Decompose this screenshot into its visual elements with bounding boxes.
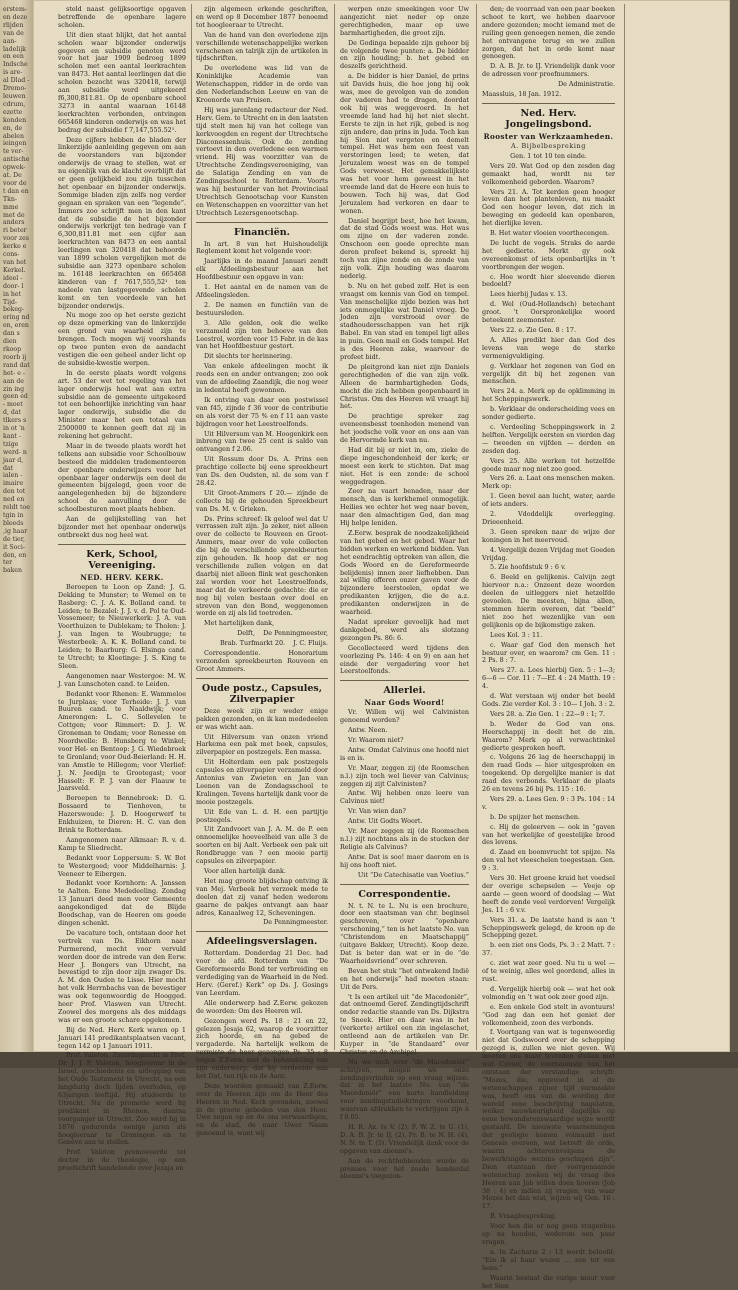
paragraph: D. A. B. Jr. te IJ. Vriendelijk dank voor de adressen voor proefnummers. <box>482 62 615 79</box>
paragraph: De prachtige spreker zag eveneensbesst toenhoden menend van het joodsche volk voor en ons aan van de Hervormde kerk van nu. <box>340 412 469 445</box>
column-4 <box>482 5 616 1290</box>
paragraph: De Godinga bepaalde zijn gehoor bij de volgende twee punten: a. De bidder en zijn houding; b. het gebed en deszelfs gerichtheid. <box>340 38 469 71</box>
paragraph: c. Volgens 26 lag de heerschappij in den raad Gods — hier uitgesproken en toegekend. Op dergelijke manier is dat raad des verbonds. Verklaar de plaats 26 en tevens 26 bij Ps. 115 : 16. <box>482 753 615 794</box>
paragraph: a. In Zacharia 2 : 13 wordt beloofd: “Ein ik al haar wezen … zen tot ven hens.” <box>482 1247 615 1272</box>
paragraph: 1. Het aantal en de namen van de Afdeelingsleden. <box>196 283 328 299</box>
church-news <box>58 584 186 1173</box>
paragraph: Bedankt voor Kornhorn: A. Janssen te Aalten. Eene Mededeeling. Zondag 13 Januari deed men voor Gemeente aangekondiged dat de Blijde Boodschap, van de Heeren om goede dingen schenkt. <box>58 879 186 927</box>
paragraph: Van de hand van den overledene zijn verschillende wetenschappelijke werken verschenen en talrijk zijn de artikelen in tijdschriften. <box>196 30 328 63</box>
paragraph: 1. Geen bevel aan lucht, water, aarde of iets anders. <box>482 492 615 509</box>
paragraph: Rotterdam. Donderdag 21 Dec. had voor de afd. Rotterdam van “De Gereformeerde Bond ter verbreiding en verdediging van de Waarheid in de Ned. Herv. (Geref.) Kerk” op Ds. J. Gosings van Leerdam. <box>196 949 328 997</box>
paragraph: 4. Vergelijk dezen Vrijdag met Goeden Vrijdag. <box>482 545 615 562</box>
paragraph: Aangenomen naar Alkmaar: R. v. d. Kamp te Sliedrecht. <box>58 835 186 852</box>
paragraph: De overledene was lid van de Koninklijke Academie van Wetenschappen, ridder in de orde van den Nederlandschen Leeuw en van de Kroonorde van Pruisen. <box>196 64 328 104</box>
paragraph: Beroepen te Bennebroek: D. G. Bossaerd te Tienhoven, te Hazerswoude: J. D. Hoogerwerf te Enkhuizen, te Dieren: H. C. van den Brink te Rotterdam. <box>58 794 186 834</box>
paragraph: Aangenomen naar Westergoe: M. W. J. van Lunschoten cand. te Leiden. <box>58 671 186 688</box>
paragraph: Gecollecteerd werd tijdens den voorlezing Ps. 146: 4 en 9) en aan het einde der vergadering voor het Leerstoelfonds. <box>340 643 469 676</box>
binding-text: erstem- en deze rlijden van de aan- ladelijk en een Indsche is are- al Dlad -Dremo- leuwen cdrum, ezette konden en, de abelen ieingen te ver- antische opwek- at. De voor de t dan en Tkn- mme met de anders ri beter voor zes kerke e cons- van het Kerkel. ideel - door- l in het Tijd- bekeg- ering nd en, eren dan s dien rkoop roorb ij rand dat het- e - aan de zin ing geen ed - moet d, dat tlkers s in ot 'n kant - tzige werd- n jaar d, dat ialen - imaire den tot ned en reldt toe tgin in bleeds ,ig haar de tier, it Soci- den, en ter baken <box>3 6 30 575</box>
paragraph: B. Het water vloeien voorthecengen. <box>490 229 610 238</box>
paragraph: Hij was jarenlang redacteur der Ned. Herv. Gem. te Utrecht en in den laatsten tijd stelt men hij van het college van kerkvoogden en regent der Utrechtsche Diaconessenhuis. Ook de zending vertoevt in den overledene een warmen vriend. Hij was voorzitter van de Utrechtsche Zendingsvereeniging, van de Salatiga Zending en van de Zendingsschool te Rotterdam. Voorts was hij bestuurder van het Provinciaal Utrechtsch Genootschap voor Kunsten en Wetenschappen en voorzitter van het Utrechtsch Lezersgenootschap. <box>196 105 328 217</box>
paragraph: c. ziet wat zeer goed. Nu tu u wel — of te weinig, alles wel geordend, alles in rust. <box>482 959 615 983</box>
paragraph: b. Verklaar de onderscheiding vees en sonder gedierte. <box>482 405 615 422</box>
afdeelingsverslagen-article <box>196 950 328 1138</box>
paragraph: Vers 25. Alle werken tot hetzelfde goede maar nog niet zoo goed. <box>482 456 615 473</box>
paragraph: Lees hierbij Judas v. 13. <box>490 290 568 299</box>
paragraph: Ik ontving van daar een postwissel van f45, zijnde f 36 voor de contributie en als vorst der 75 % en f 11 aan vaste bijdragen voor het Leestroelfonds. <box>196 395 328 428</box>
paragraph: Aan de gelijkstelling van het bijzonder met het openbaar onderwijs ontbreekt dus nog heel wat. <box>58 515 186 539</box>
paragraph: Bij de Ned. Herv. Kerk waren op 1 Januari 141 predikantsplaatsen vacant, tegen 142 op 1 Januari 1911. <box>58 1025 186 1050</box>
paragraph: Jaarlijks in de maand Januari zendt elk Afdeelingsbestuur aan het Hoofdbestuur een opgave in van: <box>196 257 328 282</box>
paragraph: Uit Holterdam een pak postzegels capsules en zilverpapier verzameld door Antonius van Zwieten en Jan van Leenen van de Zondagsschool te Kralingen. Tevens hartelijk dank voor de mooie postzegels. <box>196 758 328 806</box>
sermon-report-continued <box>340 6 469 676</box>
paragraph: c. Waar gaf God den mensch het bestuur over, en waarom? cm Gen. 11 : 2 Ps. 8 : 7. <box>482 640 615 665</box>
paragraph: d. Wel (Oud-Hollandsch) betechant groot. 't Oorspronkelijke woord beteekent zeemonster. <box>482 300 615 325</box>
paragraph: Antw. Neen. <box>348 726 388 735</box>
paragraph: Alle onderwerp had Z.Eerw. gekozen de woorden: Om des Heeren wil. <box>196 998 328 1015</box>
paragraph: Vers 21. A. Tot kerden geen hooger leven dan het plantenleven, nu maakt God een hooger leven, dat zich in beweging en gedeeld kan openbaren, het dierlijke leven. <box>482 187 615 228</box>
paragraph: Nu moge zoo op het eerste gezicht op deze opmerking van de linkerzijde een grond van waarheid zijn te brengen. Toch mogen wij voorshands op twee punten even de aandacht vestigen die een geheel ander licht op de subsidie-kwestie werpen. <box>58 311 186 367</box>
paragraph: Daniel begrijpt best, hoe het kwam, dat de stad Gods woest was. Het was om zijne en der vaderen zonde. Onschoon een goede oprechte man deren profeet bekend is, spreekt hij toch van zijne zonde en de zonde van zijn volk. Zijn houding was daarom nederig. <box>340 216 469 280</box>
paragraph: Uit Ede van L. d. H. een partijtje postzegels. <box>196 807 328 824</box>
paragraph: 3. Alle gelden, ook die welke verzameld zijn ten behoeve van den Leestrol, worden voor 15 Febr. in de kas van het Hoofdbestuur gestort. <box>196 318 328 351</box>
catechism-source: Uit “De Catechisatie van Voetius.” <box>357 870 469 879</box>
naar-gods-woord-heading: Naar Gods Woord! <box>364 698 445 708</box>
paragraph: Nadat spreker gevoelijk had met dankgebed, werd als slotzang gezongen Ps. 86: 6. <box>340 617 469 642</box>
paragraph: Prof. Valeton. Zaterdagnacht is Prof. Dr. J. J. P. Valeton, hoogleeraar in de Israel. geschiedenis en uitlegging van het Oude Testament te Utrecht, na een langdurig doch lijden overleden, op 63jarigen leeftijd. Hij studeerde te Utrecht. Na de promotie werd hij predikant in Rhenen, daarna voorganger in Utrecht. Zoo werd hij in 1876 gedurende eenige jaren als hoogleeraar te Groningen en te Genève aan te stellen. <box>58 1051 186 1147</box>
column-rule <box>624 4 625 1050</box>
financien-signature-2 <box>196 640 328 648</box>
paragraph: f. Voortgang van wat is tegenwoordig niet dat Godswoord over de schepping gezegd is, zullen we niet geven. Wij moeten ons maar tevreden stellen met wat Cuvier, de voornaamste van het ontstaan der verstandige schrijft: “Mozes, die, opgevoed in al de wetenschappen zijner tijd vermaakte was, heeft ons van de wording der wereld eene beschrijving nagelaten, welker nauwkeurigheid dagelijks op eene bewonderenswaardige wijze wordt gestaafd. De nieuwste waarnemingen der geologie komen volmaakt met Genesis overeen, wat betreft de orde, waarin achtereenvolgens de bewerktuigde wezens geschapen zijn”. Dien stantaan der voorgenaamde wetenschap zoeken wij de vraag des Heeren aan Job willen doen hooren (Job 38 : 4) en indien zij vragen, van waar Mozes het dan wist, wijzen wij Gen. 16 : 17. <box>482 1028 615 1211</box>
paragraph: 2. De namen en functiën van de bestuursleden. <box>196 300 328 317</box>
rooster-article <box>482 163 615 1290</box>
afdeelingsverslagen-heading: Afdeelingsverslagen. <box>196 931 328 947</box>
paragraph: Vers 31. a. De laatste hand is aan 't Scheppingswerk gelegd, de kroon op de Schepping gezet. <box>482 915 615 940</box>
paragraph: De lucht de vogels. Straks de aarde het gedierte. Merkt gy ook overeenkomst of iets openbarlijks in 't voortbrengen der wegen. <box>482 238 615 271</box>
paragraph: 2. Vdoddelijk overlegging. Drieeenheid. <box>482 510 615 526</box>
paragraph: steld naast gelijksoortige opgaven betreffende de openbare lagere scholen. <box>58 5 186 29</box>
paragraph: 5. Zie hoofdstuk 9 : 6 v. <box>490 563 566 572</box>
paragraph: 't Is een artikel uit “de Macedoniër”, dat ontnoemd Geref. Zendingtijdschrift onder redactie staande van Ds. Dijkstra te Sneek. Hier en daar was in het (verkorte) artikel een zin ingelaschet, ontleend aan de artikelen van Dr. Kuyper in “de Standaard” over Christus en de Archipel. <box>340 992 469 1056</box>
paragraph: Uit Rossum door Ds. A. Prins een prachtige collecte bij eene spreekbeurt van Ds. den Oudsten, nl. de som van f 28.42. <box>196 455 328 487</box>
paragraph: Met hartelijken dank, <box>204 619 275 628</box>
column-2 <box>196 5 328 1138</box>
paragraph: In art. 8 van het Huishoudelijk Reglement komt het volgende voor: <box>196 239 328 256</box>
paragraph: Bedankt voor Rhenen: E. Wammeloe te Jurplaas; voor Terheide: J. J. van Buuren cand. te Naaldwijk; voor Amerongen: L. C. Sollevelen te Cottgen; voor Rimmert: D. J. W. Groneman te Ondam; voor Renesse en Noordwelle: B. Hunsberg te Winkel; voor Hel- en Bentoop: J. G. Wiedebroek te Gronland; voor Oud-Beierland: H. H. van Amstle te Hillegom; voor Vlerlief: J. N. Jeedijn te Grootegast; voor Hasselt: F. P. J. van der Flaauw te Jaarsveld. <box>58 689 186 793</box>
financien-correspondence: Correspondentie. Honorarium verzonden spreekbeurten Rouveen en Groot Ammers. <box>196 649 328 673</box>
paragraph: B. Vraagbespreking. <box>490 1212 557 1221</box>
paragraph: De pleitgrond kan niet zijn Daniels gerechtigheden of die van zijn volk. Alleen de barmhartigheden Gods, mocht die zich hebben geopenbaard in Christus. Om des Heeren wil vraagt hij het. <box>340 362 469 411</box>
administratie-signature: De Administratie. <box>557 80 615 89</box>
column-5 <box>630 6 724 1046</box>
paragraph: Vr. Maer zeggen zij (de Roomschen n.l.) zijt nochtans als in de stucken der Religie als Calvinus? <box>340 827 469 851</box>
bijbelbespreking-subheading: A. Bijbelbespreking <box>511 141 586 150</box>
sig-name: J. C. Fluijs. <box>293 639 328 648</box>
paragraph: d. Vergelijk hierbij ook — wat het ook volmondig en 't wat ook zeer goed zijn. <box>482 984 615 1001</box>
paragraph: Deze week zijn er weder enige pakken gezonden, en ik kan mededeelen er was wicht aan. <box>196 706 328 731</box>
paragraph: g. Verklaar het zegenen van God en vergelijk dit bij het zegenen van menschen. <box>482 361 615 386</box>
paragraph: Aan de rechthebbenden worde de premies voor het zesde honderdal abonné's toegezon- <box>340 1156 469 1181</box>
paragraph: Vr. Willen wij wel Calvinisten genoemd worden? <box>340 708 469 725</box>
paragraph: b. Nu en het gebed zelf. Het is een vraagst om kennis van God en tempel. Van menschelijke zijde bezien was het iets onmogelijke wat Daniel vroeg. De Joden zijn verstrooid over de stadhoudersschappen van het rijk Babel. En van stad en tempel ligt alles in puin. Geen mail en Gods tempel. Het is des Heeren zake, waarvoor de profeet bidt. <box>340 281 469 361</box>
column-rule <box>334 4 335 1050</box>
sig-address: Brab. Turfmarkt 20. <box>219 639 286 648</box>
paragraph: Uit Hilversum van onzen vriend Harkema een pak met boek, capsules, zilverpapier en postzegels. Een massa. <box>196 732 328 757</box>
paragraph: a. De bidder is hier Daniel, de prins uit Davids huis, die hoe jong hij ook was, mee de gevolgen van de zonden der vaderen had te dragen, doordat ook hij was weggevoerd. In het vreemde land had hij het niet slecht. Eerste te zijn in het rijk, gebed is nog zijn andere, dan prins in Juda. Toch kan hij Sion niet vergeten en demelt tempel. Het was hem een feest van verstoringen leed; te weten, dat Jeruzalem woest was en de tempel Gods verwoest. Het gemakkelijkste was het voor hem geweest in het vreemde land dat de Heere een huis te bouwen. Toch hij was, dat God Jeruzalem had verkoren en daar te wonen. <box>340 72 469 215</box>
kerk-school-heading: Kerk, School, Vereeniging. <box>58 544 186 571</box>
financien-heading: Financiën. <box>196 222 328 238</box>
column-rule <box>476 4 477 1050</box>
paragraph: b. een ziet ons Gods, Ps. 3 : 2 Matt. 7 : 37. <box>482 941 615 958</box>
paragraph: In de eerste plaats wordt volgens art. 53 der wet tot regeling van het lager onderwijs hoel wat aan extra subsidie aan de gemeente uitgekeerd tot een behoorlijke inrichting van haar lager onderwijs, subsidie die de Minister maar het een totaal van 2500000 te kennen geeft dat zij in rekening het gebracht. <box>58 368 186 441</box>
oude-postzegels-signature: De Penningmeester. <box>263 918 328 927</box>
paragraph: Vers 22. e. Zie Gen. 8 : 17. <box>490 326 577 334</box>
paragraph: Vers 28. a. Zie Gen. 1 : 22—9 : 1; 7. <box>490 709 606 718</box>
paragraph: Vers 24. a. Merk op de opklimming in het Scheppingswerk. <box>482 387 615 404</box>
paragraph: Vers 27. a. Lees hierbij Gen. 5 : 1—3; 6—6 — Cor. 11 : 7—Ef. 4 : 24 Matth. 19 : 4. <box>482 666 615 691</box>
oude-postzegels-article <box>196 708 328 918</box>
paragraph: Uit dien staat blijkt, dat het aantal scholen waar bijzonder onderwijs gegeven en subsidie genoten werd voor het jaar 1909 bedroeg 1899 scholen met een aantal leerkrachten van 8473. Het aantal leerlingen dat die scholen bezocht was 320418, terwijl aan subsidie werd uitgekeerd f6,300,811.81. Op de openbare school 3273 in aantal waaraan 16148 leerkrachten verbonden, ontvingen 665468 kinderen onderwijs en was het bedrag der subsidie f 7,147,555.52¹. <box>58 30 186 134</box>
paragraph: d. Wat verstaan wij onder het beeld Gods. Zie verder Kol. 3 : 10— I Joh. 3 : 2. <box>482 692 616 708</box>
paragraph: Uit Groot-Ammers f 20.— zijnde de collecte bij de gehouden Spreekbeurt van Ds. M. v. Grieken. <box>196 488 328 513</box>
paragraph: Zeer na vaart benaden, naar der mensch, dan is kerkhemel onmogelijk. Heilies we echter het weg naar boven, naar den almachtigen God, dan mag Hij helpe leniden. <box>340 487 469 528</box>
paragraph: Het mag groote blijdschap ontving ik van Mej. Verbeek het verzoek mede te deelen dat zij vanaf heden wederom gaarne de pakjes ontvangt aan haar adres, Kanaalweg 12, Scheveningen. <box>196 876 328 917</box>
paragraph: Vers 29. a. Lees Gen. 9 : 3 Ps. 104 : 14 v. <box>482 794 615 811</box>
paragraph: Voor hen die er nog geen vragenbus op na houden, wederom een paar vragen. <box>482 1222 615 1246</box>
paragraph: Prof. Valeton promoveerde tot doctor in de theologie, op een proefschrift handelende over Jezaja en <box>58 1148 186 1173</box>
paragraph: 3. Geen spreken naar de wijze der koningen in het meervoud. <box>482 527 615 544</box>
paragraph: den; de voorraad van een paar boeken schoot te kort, we hebben daarvoor andere gezonden; mocht iemand met de ruiling geen genoegen nemen, die zende het ontvangene terug en we zullen zorgen, dat het in orde komt naar genoegen. <box>482 5 615 61</box>
paragraph: Gezongen werd Ps. 18 : 21 en 22, gelezen Jesaja 62, waarop de voorzitter zich hoorde, en na gebed de vergaderde. Na hartelijk welkom de vermiste de heer gezongen Ps. 35 : 8 begon Z.Eerw. met de behandeling van zijn onderwerp, dat hij verdeelde aan het Dat, ten rijk en de Aanr. <box>196 1016 328 1080</box>
sig-city: Delft, <box>237 629 255 638</box>
paragraph: De vacature toch, ontstaan door het vertrek van Ds. Eikhorn naar Purmerend, mocht voor vervuld worden door de intrede van den Eerw. Heer J. Bongers van Utrecht, na bevestigd te zijn door zijn zwager Ds. A. M. den Ouden te Lisse. Hier mocht het volk Herrnbachs van de bevestiger was ook tegenwoordig de Hoogged. heer Prof. Vlaswen van Utrecht. Zoowel des morgens als des middags was er een groote schare opgekomen. <box>58 928 186 1024</box>
paragraph: Vers 26. a. Laat ons menschen maken. Merk op: <box>482 474 615 491</box>
correspondentie-continued <box>482 6 615 79</box>
paragraph: Antw. Uit Godts Woort. <box>348 817 423 826</box>
paragraph: Bedankt voor Loppersum: S. W. Bot te Westergoed; voor Middelharnis: J. Veeneer te Eibergen. <box>58 853 186 878</box>
paragraph: zijn algemeen erkende geschriften, en werd op 8 December 1877 benoemd tot hoogleeraar te Utrecht. <box>196 5 328 29</box>
paragraph: Van enkele afdeelingen mocht ik reeds een en ander ontvangen; zoo ook van de afdeeling Zaandijk, die nog weer in ledental heeft gewonnen. <box>196 362 328 394</box>
paragraph: Ds. Prins schreef: Ik geloof wel dat U verrassen zult zijn. Ja zeker, niet alleen over de collecte te Rouveen en Groot-Ammers, maar over de vele collecten die bij de verschillende spreekbeurten zijn gehouden. Ik hoop dat er nog verschillende zullen volgen en dat daarbij niet alleen flink wat geschonken zal worden voor het Leestroelfonds, maar dat de verkeerde gedachte: die er nog bij velen bestaan over doel en streven van den Bond, weggenomen worde en zij als lid toetreden. <box>196 514 328 618</box>
paragraph: Waarin bestaat die vurige muur voor het Sion <box>482 1273 615 1290</box>
sig-role: De Penningmeester, <box>263 629 328 638</box>
paragraph: Z.Eerw. besprak de noodzakelijkheid van het gebed en het gebed. Waar het bidden werken en werkend bidden. Van het eendrachtig optreken van allen, die Gods Woord en de Gereformeerde belijdenis) innen zeer liefhebben. Dan zal willig offeren onzer gaven voor de bijzondere leerstoelen, opdat we predikanten krijgen, die de a.z. predikanten onderwijzen in de waarheid. <box>340 529 469 617</box>
allerlei-heading: Allerlei. <box>340 680 469 696</box>
paragraph: Nu we toch over “de Macedoniër” schrijven, mogen we onze zendingsvrinden op een vraag wijzen: dat in het laatste No. van “de Macedoniër” een korte handleiding voor zendingstudiekringen voorkomt, waarvan afdrukken te verkrijgen zijn à f 0.05. <box>340 1057 469 1122</box>
paragraph: Vr. Van wien dan? <box>348 807 406 816</box>
paragraph: b. De spijzer het menschen. <box>490 812 581 821</box>
paragraph: N. t. N. te L. Nu is een brochure, door een staatsman van chr. beginsel geschreven, over “openbare verschoning,” ten is het laatste No. van “Christendom en Maatschappij” (uitgave Bakker, Utrecht). Koop deze. Dat is beter dan wat er in de “de Waarheidsvriend” over schreven. <box>340 901 469 965</box>
paragraph: Antw. Dat is soo! maer daerom en is hij ons hooft niet. <box>340 852 469 869</box>
paragraph: Vers 30. Het groene kruid het voedsel der overige schepselen — Veeje op aarde — geen woord of doodslag — Wat heeft de zonde veel verdorven! Vergelijk Jes. 11 : 6 v.v. <box>482 874 615 914</box>
valeton-article-continued <box>196 6 328 218</box>
paragraph: Uit Zandvoort van J. A. M. de P. een onnoemelijke hoeveelheid van alle 3 de soorten en bij Aalt. Verbeek een pak uit Rondbrugge van ? een mooie partij capsules en zilverpapier. <box>196 825 328 866</box>
paragraph: A. Alles predikt hier dan God des levens van wege de sterke vermenigvuldiging. <box>482 335 615 360</box>
paragraph: Beroepen te Loon op Zand: J. G. Dekking te Munster; te Wemel en te Rasberg: C. J. A. K. Bolland cand. te Leiden; te Bezalel: J. J. v. d. Pol te Oud-Vossemeer; te Nieuwerkerk: J. A. van Voorthuizen te Dublekam; te Tholen: J. J. van Ingen te Woubrugge; te Westerbeek: A. K. K. Bolland cand. te Leiden; te Baarburg: G. Elsinga cand. te Utrecht; te Kloetinge: J. S. King te Sleen. <box>58 582 186 670</box>
paragraph: H. R. Ax. te V. (2), F. W. Z. te U. (1), D. A. B. Jr. te IJ. (2), Fr. B. te N. H. (4), N. N. te T. (5). Vriendelijk dank voor de opgaven van abonné's. <box>340 1123 469 1155</box>
catechism-dialogue <box>340 709 469 869</box>
paragraph: Uit Hilversum van M. Hoogenkirk een inbreng van twee 25 cent is saldo van ontvangen f 2.06. <box>196 429 328 454</box>
paragraph: c. Verdeeling Scheppingswerk in 2 helften. Vergelijk eersten en vierden dag — tweeden en vijfden — derden en zesden dag. <box>482 422 615 455</box>
binding-strip <box>0 0 33 1052</box>
jongelingsbond-heading: Ned. Herv. Jongelingsbond. <box>482 103 615 130</box>
paragraph: Dit slechts ter herinnering. <box>204 352 293 361</box>
correspondentie-heading: Correspondentie. <box>340 884 469 900</box>
paragraph: c. Hij de geleerven — ook in “gaven van het werkelijke of geestelijke brood des levens. <box>482 822 615 847</box>
column-1 <box>58 5 186 1173</box>
paragraph: Antw. Wij hebben onze leere van Calvinus niet! <box>340 789 469 806</box>
paragraph: Antw. Omdat Calvinus one hoofd niet is en is. <box>340 745 469 762</box>
paragraph: Deze woorden gemaakt van Z.Eerw. over de Heeren zijn om de Heer des Heeren in Ned. Kerk gevonden, zoowel in de groote gebeden van den Heer. Uwe zegen op en de ons verwaardigen, en de stad, de naar Uwer Naam genoemd is, want wij <box>196 1081 328 1138</box>
paragraph: b. Weder de God van ons. Heerschappij in deelt het de zin. Waarom? Merk op al verwachtinkel gedierte gesproken heeft. <box>482 719 615 752</box>
paragraph: Bevan het stuk “het ontwakend Indië en het onderwijs” had moeten staan: Uit de Pers. <box>340 966 469 991</box>
paragraph: e. Een enkele God stelt in avontuurs! “God zag dan een het geniet der volkomenheid, zoon des verbonds. <box>482 1002 615 1027</box>
ned-herv-kerk-heading: NED. HERV. KERK. <box>80 572 164 582</box>
subsidy-article <box>58 6 186 540</box>
financien-signature <box>196 630 328 638</box>
bijbelbespreking-range: Gen. 1 tot 10 ten einde. <box>510 151 587 160</box>
financien-article <box>196 241 328 629</box>
paragraph: d. Zaad en boomvrucht tot spijze. Na den val het vleeschelen toegestaan. Gen. 9 : 3. <box>482 848 615 873</box>
rooster-heading: Rooster van Werkzaamheden. <box>483 131 614 141</box>
paragraph: Vr. Waarom niet? <box>348 736 404 745</box>
column-rule <box>191 4 192 1050</box>
correspondentie-article <box>340 903 469 1182</box>
paragraph: Maar in de tweede plaats wordt het telkens aan subsidie voor Schoolbouw besteed die middelen tradementeeren der openbare onderwijzers voor het openbaar lager onderwijs een deel de gemeenten bijgelegd, geen voor de aangelegenheden bij de bijzondere school de aanvulling door de schoolbesturen moet plaats hebben. <box>58 441 186 514</box>
oude-postzegels-heading: Oude postz., Capsules, Zilverpapier <box>196 678 328 705</box>
paragraph: Deze cijfers hebben de bladen der linkerzijde aanleiding gegeven om aan de voorstanders van bijzonder onderwijs de vraag te stellen, wat er nu eigenlijk van de klacht overblijft dat er geen gelijkheid zou zijn tusschen het openbaar en bijzonder onderwijs. Sommige bladen zijn zelfs nog verder gegaan en spraken van een “legende”. Immers zoo schrijft men in den kant dat de subsidie de het bijzonder onderwijs verkrijgt ten bedrage van f 6,300,811.81 met een cijfer aan leerkrachten van 8473 en een aantal leerlingen van 320418 dat behoorde van 1899 scholen vergelijken met de subsidie aan 3273 openbare scholen m. 16148 leerkrachten en 665468 kinderen van f 7617,555,52¹ ten nadeele van lastgegevende scholen komt en ten voordeele van het bijzonder onderwijs. <box>58 135 186 310</box>
paragraph: 6. Beeld en gelijkenis. Calvijn zegt hiervoor n.a.: Onzeent deze woorden deelen de uitleggers niet hetzelfde gevoelen. De meesten, bijna allen, stemmen hierin overeen, dat “beeld” niet zoo het wezenlijke van een gelijkenis op de bijkomstige zaken. <box>482 573 615 629</box>
paragraph: Vr. Maar, zeggen zij (de Roomschen n.l.) zijn toch wel liever van Calvinus; zeggen zij zijt Calvinisten? <box>340 763 469 788</box>
column-3 <box>340 5 469 1181</box>
dateline: Maassluis, 18 Jan. 1912. <box>482 90 562 99</box>
paragraph: Had dit bij er niet in, om, zieke de diepe ingeschondenheid der kerk; er moest een kerk te stichten. Dat mag niet. Het is een zonde: de school weggedragen. <box>340 445 469 486</box>
paragraph: werpen onze smeekingen voor Uw aangezicht niet neder op onze gerechtigheden, maar op uwe barmhartigheden, die groot zijn. <box>340 5 469 37</box>
paragraph: c. Hoe wordt hier sleevende dieren bedoeld? <box>482 272 615 289</box>
paragraph: Lees Kol. 3 : 11. <box>490 630 543 639</box>
paragraph: Voor allen hartelijk dank. <box>204 867 286 875</box>
paragraph: Vers 20. Wat God op den zesden dag gemaakt had, wordt nu ter volkomenheid geborden. Waarom? <box>482 161 615 186</box>
